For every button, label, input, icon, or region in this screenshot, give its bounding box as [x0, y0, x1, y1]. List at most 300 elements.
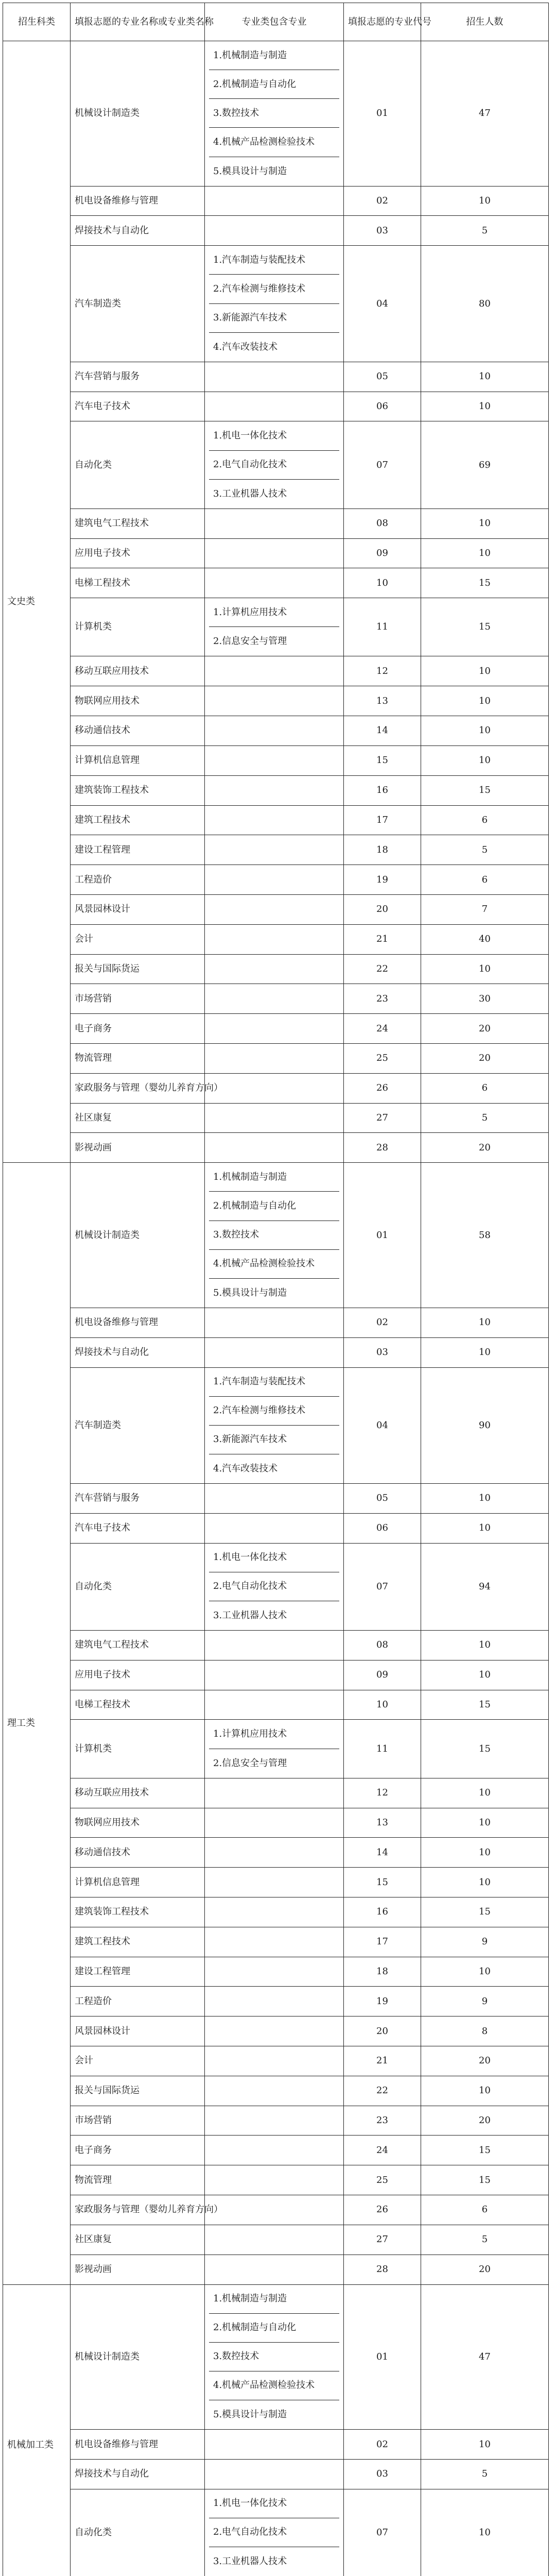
major-item: 2.汽车检测与维修技术 [209, 1397, 339, 1426]
table-row [3, 568, 549, 598]
profession-name-cell: 风景园林设计 [71, 2016, 205, 2046]
majors-cell [205, 1337, 344, 1367]
code-cell: 25 [344, 1044, 421, 1074]
plan-cell: 5 [421, 216, 549, 246]
major-item: 5.模具设计与制造 [213, 2409, 287, 2420]
majors-cell [205, 186, 344, 216]
header-row [3, 3, 549, 41]
header-profession: 填报志愿的专业名称或专业类名称 [71, 3, 205, 41]
majors-cell [205, 1808, 344, 1838]
plan-cell: 10 [421, 186, 549, 216]
code-cell: 12 [344, 1778, 421, 1808]
code-cell: 15 [344, 745, 421, 775]
plan-cell: 10 [421, 2489, 549, 2576]
profession-name-cell: 报关与国际货运 [71, 2076, 205, 2106]
major-item: 2.信息安全与管理 [213, 636, 287, 647]
major-item: 3.工业机器人技术 [213, 1609, 287, 1621]
plan-cell: 15 [421, 1690, 549, 1720]
plan-cell: 10 [421, 954, 549, 984]
majors-cell [205, 568, 344, 598]
profession-name-cell: 机电设备维修与管理 [71, 2430, 205, 2460]
plan-cell: 20 [421, 1014, 549, 1044]
major-item: 1.机械制造与制造 [209, 2285, 339, 2314]
profession-name-cell: 建筑工程技术 [71, 1927, 205, 1957]
plan-cell: 69 [421, 421, 549, 509]
plan-cell: 9 [421, 1987, 549, 2016]
major-item: 1.机电一体化技术 [209, 2489, 339, 2518]
table-row [3, 1838, 549, 1868]
table-row [3, 775, 549, 805]
plan-cell: 5 [421, 2225, 549, 2255]
category-cell: 理工类 [3, 1163, 71, 2284]
table-row [3, 186, 549, 216]
majors-cell [205, 686, 344, 716]
major-item: 3.工业机器人技术 [213, 488, 287, 499]
profession-name-cell: 计算机类 [71, 598, 205, 656]
code-cell: 13 [344, 1808, 421, 1838]
majors-cell [205, 1367, 344, 1484]
code-cell: 04 [344, 1367, 421, 1484]
profession-name-cell: 计算机信息管理 [71, 1868, 205, 1897]
table-row [3, 2255, 549, 2284]
plan-cell: 58 [421, 1163, 549, 1308]
plan-cell: 10 [421, 745, 549, 775]
profession-name-cell: 汽车营销与服务 [71, 1484, 205, 1514]
major-item: 2.电气自动化技术 [209, 451, 339, 480]
table-row [3, 835, 549, 865]
table-row [3, 421, 549, 509]
plan-cell: 10 [421, 2076, 549, 2106]
majors-cell [205, 775, 344, 805]
code-cell: 16 [344, 1897, 421, 1927]
profession-name-cell: 影视动画 [71, 1133, 205, 1163]
plan-cell: 15 [421, 1897, 549, 1927]
profession-name-cell: 市场营销 [71, 984, 205, 1014]
plan-cell: 10 [421, 392, 549, 421]
major-item: 3.数控技术 [209, 2343, 339, 2371]
plan-cell: 15 [421, 2136, 549, 2165]
major-item: 5.模具设计与制造 [213, 1287, 287, 1298]
profession-name-cell: 应用电子技术 [71, 1660, 205, 1690]
table-row [3, 2016, 549, 2046]
table-row [3, 984, 549, 1014]
plan-cell: 10 [421, 509, 549, 538]
code-cell: 09 [344, 1660, 421, 1690]
code-cell: 13 [344, 686, 421, 716]
major-item: 2.机械制造与自动化 [209, 70, 339, 99]
majors-cell [205, 2225, 344, 2255]
code-cell: 01 [344, 41, 421, 187]
table-row [3, 1337, 549, 1367]
code-cell: 22 [344, 954, 421, 984]
profession-name-cell: 自动化类 [71, 1543, 205, 1630]
plan-cell: 94 [421, 1543, 549, 1630]
code-cell: 01 [344, 2284, 421, 2430]
profession-name-cell: 会计 [71, 924, 205, 954]
code-cell: 08 [344, 1631, 421, 1660]
profession-name-cell: 汽车制造类 [71, 1367, 205, 1484]
plan-cell: 47 [421, 41, 549, 187]
majors-cell [205, 1014, 344, 1044]
profession-name-cell: 会计 [71, 2046, 205, 2076]
plan-cell: 10 [421, 1660, 549, 1690]
profession-name-cell: 建设工程管理 [71, 835, 205, 865]
major-item: 3.新能源汽车技术 [209, 304, 339, 333]
profession-name-cell: 建设工程管理 [71, 1957, 205, 1987]
majors-cell [205, 954, 344, 984]
majors-cell [205, 1543, 344, 1630]
majors-cell [205, 984, 344, 1014]
profession-name-cell: 电子商务 [71, 1014, 205, 1044]
major-item: 3.新能源汽车技术 [209, 1426, 339, 1454]
profession-name-cell: 家政服务与管理（婴幼儿养育方向） [71, 1073, 205, 1103]
major-item: 1.机械制造与制造 [209, 41, 339, 70]
code-cell: 09 [344, 538, 421, 568]
table-row [3, 745, 549, 775]
code-cell: 05 [344, 1484, 421, 1514]
profession-name-cell: 自动化类 [71, 2489, 205, 2576]
table-row [3, 716, 549, 746]
majors-cell [205, 2016, 344, 2046]
enrollment-plan-table [3, 3, 548, 2576]
plan-cell: 10 [421, 1868, 549, 1897]
plan-cell: 10 [421, 2430, 549, 2460]
profession-name-cell: 电子商务 [71, 2136, 205, 2165]
header-majors: 专业类包含专业 [205, 3, 344, 41]
plan-cell: 6 [421, 1073, 549, 1103]
profession-name-cell: 影视动画 [71, 2255, 205, 2284]
majors-cell [205, 656, 344, 686]
majors-cell [205, 538, 344, 568]
code-cell: 10 [344, 1690, 421, 1720]
plan-cell: 10 [421, 538, 549, 568]
profession-name-cell: 计算机信息管理 [71, 745, 205, 775]
profession-name-cell: 汽车电子技术 [71, 392, 205, 421]
majors-cell [205, 835, 344, 865]
table-row [3, 1808, 549, 1838]
majors-cell [205, 2046, 344, 2076]
profession-name-cell: 汽车营销与服务 [71, 362, 205, 392]
table-row [3, 1103, 549, 1133]
code-cell: 20 [344, 894, 421, 924]
plan-cell: 10 [421, 1631, 549, 1660]
major-item: 3.数控技术 [209, 1221, 339, 1250]
profession-name-cell: 市场营销 [71, 2106, 205, 2136]
code-cell: 01 [344, 1163, 421, 1308]
plan-cell: 30 [421, 984, 549, 1014]
table-row [3, 1897, 549, 1927]
table-row [3, 894, 549, 924]
majors-cell [205, 1103, 344, 1133]
table-row [3, 1957, 549, 1987]
majors-cell [205, 1897, 344, 1927]
table-row [3, 2165, 549, 2195]
profession-name-cell: 家政服务与管理（婴幼儿养育方向） [71, 2195, 205, 2225]
plan-cell: 9 [421, 1927, 549, 1957]
plan-cell: 6 [421, 865, 549, 895]
table-row [3, 41, 549, 187]
profession-name-cell: 工程造价 [71, 1987, 205, 2016]
major-item: 1.机电一体化技术 [209, 421, 339, 450]
profession-name-cell: 焊接技术与自动化 [71, 216, 205, 246]
major-item: 1.机械制造与制造 [209, 1163, 339, 1192]
plan-cell: 5 [421, 2459, 549, 2489]
majors-cell [205, 2489, 344, 2576]
code-cell: 07 [344, 421, 421, 509]
plan-cell: 10 [421, 1308, 549, 1337]
majors-cell [205, 1927, 344, 1957]
plan-cell: 5 [421, 1103, 549, 1133]
code-cell: 21 [344, 924, 421, 954]
code-cell: 02 [344, 2430, 421, 2460]
plan-cell: 20 [421, 2046, 549, 2076]
major-item: 2.机械制造与自动化 [209, 2314, 339, 2343]
header-code: 填报志愿的专业代号 [344, 3, 421, 41]
plan-cell: 10 [421, 1838, 549, 1868]
major-item: 1.计算机应用技术 [209, 598, 339, 627]
code-cell: 25 [344, 2165, 421, 2195]
majors-cell [205, 716, 344, 746]
plan-cell: 90 [421, 1367, 549, 1484]
major-item: 4.汽车改装技术 [213, 1463, 278, 1474]
profession-name-cell: 物联网应用技术 [71, 1808, 205, 1838]
profession-name-cell: 建筑电气工程技术 [71, 509, 205, 538]
code-cell: 02 [344, 1308, 421, 1337]
profession-name-cell: 建筑电气工程技术 [71, 1631, 205, 1660]
plan-cell: 15 [421, 598, 549, 656]
major-item: 1.汽车制造与装配技术 [209, 1368, 339, 1397]
plan-cell: 10 [421, 656, 549, 686]
table-row [3, 656, 549, 686]
table-row [3, 2225, 549, 2255]
profession-name-cell: 机械设计制造类 [71, 2284, 205, 2430]
profession-name-cell: 自动化类 [71, 421, 205, 509]
major-item: 2.信息安全与管理 [213, 1757, 287, 1769]
plan-cell: 80 [421, 246, 549, 362]
header-category: 招生科类 [3, 3, 71, 41]
profession-name-cell: 移动通信技术 [71, 716, 205, 746]
table-row [3, 216, 549, 246]
majors-cell [205, 1838, 344, 1868]
profession-name-cell: 机械设计制造类 [71, 41, 205, 187]
major-item: 1.机电一体化技术 [209, 1544, 339, 1572]
table-row [3, 1044, 549, 1074]
code-cell: 24 [344, 2136, 421, 2165]
table-row [3, 1367, 549, 1484]
majors-cell [205, 246, 344, 362]
majors-cell [205, 41, 344, 187]
majors-cell [205, 2195, 344, 2225]
majors-cell [205, 1778, 344, 1808]
header-plan: 招生人数 [421, 3, 549, 41]
table-row [3, 598, 549, 656]
profession-name-cell: 社区康复 [71, 1103, 205, 1133]
profession-name-cell: 汽车电子技术 [71, 1513, 205, 1543]
code-cell: 12 [344, 656, 421, 686]
code-cell: 26 [344, 1073, 421, 1103]
code-cell: 07 [344, 1543, 421, 1630]
table-row [3, 538, 549, 568]
table-row [3, 865, 549, 895]
table-row [3, 2430, 549, 2460]
profession-name-cell: 建筑装饰工程技术 [71, 775, 205, 805]
code-cell: 22 [344, 2076, 421, 2106]
code-cell: 11 [344, 1720, 421, 1778]
code-cell: 06 [344, 1513, 421, 1543]
table-row [3, 1868, 549, 1897]
majors-cell [205, 1133, 344, 1163]
major-item: 2.电气自动化技术 [209, 1572, 339, 1601]
profession-name-cell: 物联网应用技术 [71, 686, 205, 716]
plan-cell: 20 [421, 2106, 549, 2136]
major-item: 4.机械产品检测检验技术 [209, 1250, 339, 1279]
majors-cell [205, 2076, 344, 2106]
table-row [3, 1987, 549, 2016]
table-row [3, 1690, 549, 1720]
profession-name-cell: 物流管理 [71, 1044, 205, 1074]
code-cell: 11 [344, 598, 421, 656]
plan-cell: 10 [421, 1957, 549, 1987]
majors-cell [205, 1513, 344, 1543]
majors-cell [205, 805, 344, 835]
profession-name-cell: 电梯工程技术 [71, 568, 205, 598]
code-cell: 21 [344, 2046, 421, 2076]
profession-name-cell: 建筑装饰工程技术 [71, 1897, 205, 1927]
code-cell: 28 [344, 1133, 421, 1163]
profession-name-cell: 焊接技术与自动化 [71, 2459, 205, 2489]
plan-cell: 10 [421, 1513, 549, 1543]
plan-grid [3, 3, 549, 2576]
table-row [3, 1073, 549, 1103]
code-cell: 15 [344, 1868, 421, 1897]
majors-cell [205, 1720, 344, 1778]
majors-cell [205, 1631, 344, 1660]
profession-name-cell: 机械设计制造类 [71, 1163, 205, 1308]
major-item: 3.数控技术 [209, 99, 339, 128]
major-item: 2.汽车检测与维修技术 [209, 275, 339, 303]
plan-cell: 20 [421, 1044, 549, 1074]
major-item: 2.电气自动化技术 [209, 2518, 339, 2547]
majors-cell [205, 1484, 344, 1514]
table-row [3, 1308, 549, 1337]
table-row [3, 509, 549, 538]
majors-cell [205, 1073, 344, 1103]
code-cell: 10 [344, 568, 421, 598]
plan-cell: 10 [421, 716, 549, 746]
code-cell: 23 [344, 2106, 421, 2136]
majors-cell [205, 421, 344, 509]
majors-cell [205, 509, 344, 538]
code-cell: 19 [344, 1987, 421, 2016]
majors-cell [205, 1660, 344, 1690]
code-cell: 08 [344, 509, 421, 538]
plan-cell: 10 [421, 1484, 549, 1514]
plan-cell: 6 [421, 805, 549, 835]
plan-cell: 10 [421, 686, 549, 716]
code-cell: 17 [344, 1927, 421, 1957]
majors-cell [205, 2165, 344, 2195]
plan-cell: 47 [421, 2284, 549, 2430]
table-row [3, 1631, 549, 1660]
plan-cell: 40 [421, 924, 549, 954]
major-item: 4.机械产品检测检验技术 [209, 128, 339, 157]
plan-cell: 5 [421, 835, 549, 865]
profession-name-cell: 机电设备维修与管理 [71, 1308, 205, 1337]
table-row [3, 2284, 549, 2430]
table-row [3, 954, 549, 984]
code-cell: 23 [344, 984, 421, 1014]
table-row [3, 805, 549, 835]
majors-cell [205, 1868, 344, 1897]
profession-name-cell: 应用电子技术 [71, 538, 205, 568]
table-row [3, 1720, 549, 1778]
majors-cell [205, 2284, 344, 2430]
code-cell: 27 [344, 1103, 421, 1133]
table-row [3, 1543, 549, 1630]
plan-cell: 15 [421, 568, 549, 598]
table-row [3, 1778, 549, 1808]
code-cell: 03 [344, 1337, 421, 1367]
code-cell: 05 [344, 362, 421, 392]
code-cell: 27 [344, 2225, 421, 2255]
majors-cell [205, 1987, 344, 2016]
plan-cell: 15 [421, 2165, 549, 2195]
plan-cell: 10 [421, 362, 549, 392]
majors-cell [205, 2136, 344, 2165]
profession-name-cell: 计算机类 [71, 1720, 205, 1778]
table-row [3, 924, 549, 954]
table-row [3, 1927, 549, 1957]
majors-cell [205, 1163, 344, 1308]
majors-cell [205, 865, 344, 895]
plan-cell: 6 [421, 2195, 549, 2225]
table-row [3, 1484, 549, 1514]
profession-name-cell: 焊接技术与自动化 [71, 1337, 205, 1367]
plan-cell: 15 [421, 775, 549, 805]
category-cell: 文史类 [3, 41, 71, 1163]
profession-name-cell: 移动互联应用技术 [71, 1778, 205, 1808]
code-cell: 20 [344, 2016, 421, 2046]
profession-name-cell: 建筑工程技术 [71, 805, 205, 835]
major-item: 1.计算机应用技术 [209, 1720, 339, 1749]
table-row [3, 1133, 549, 1163]
code-cell: 18 [344, 835, 421, 865]
majors-cell [205, 2255, 344, 2284]
table-row [3, 1513, 549, 1543]
code-cell: 19 [344, 865, 421, 895]
plan-cell: 20 [421, 1133, 549, 1163]
profession-name-cell: 汽车制造类 [71, 246, 205, 362]
plan-cell: 20 [421, 2255, 549, 2284]
majors-cell [205, 2459, 344, 2489]
table-row [3, 2459, 549, 2489]
major-item: 2.机械制造与自动化 [209, 1192, 339, 1221]
plan-cell: 15 [421, 1720, 549, 1778]
table-row [3, 2106, 549, 2136]
code-cell: 06 [344, 392, 421, 421]
code-cell: 07 [344, 2489, 421, 2576]
majors-cell [205, 392, 344, 421]
code-cell: 26 [344, 2195, 421, 2225]
profession-name-cell: 工程造价 [71, 865, 205, 895]
table-row [3, 1163, 549, 1308]
table-row [3, 2195, 549, 2225]
major-item: 5.模具设计与制造 [213, 165, 287, 177]
table-row [3, 246, 549, 362]
majors-cell [205, 924, 344, 954]
major-item: 4.机械产品检测检验技术 [209, 2371, 339, 2400]
major-item: 4.汽车改装技术 [213, 341, 278, 352]
